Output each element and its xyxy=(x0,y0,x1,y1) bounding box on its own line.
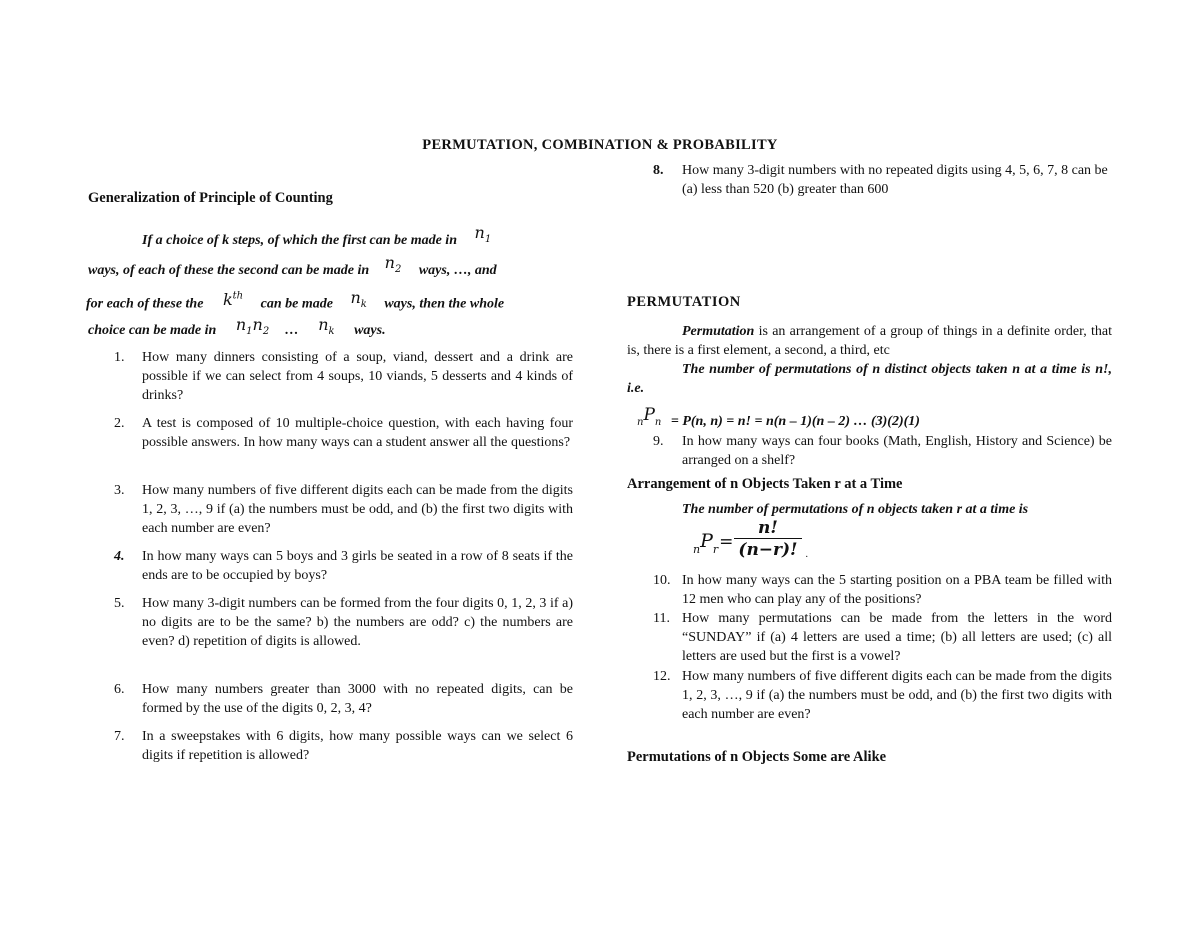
list-item xyxy=(653,667,1112,724)
math-pre-n: n xyxy=(693,542,701,556)
rule-line-3 xyxy=(86,289,504,320)
math-post-n: n xyxy=(654,417,662,428)
math-n1n2: $n_1n_2$ xyxy=(235,315,270,338)
math-ellipsis: … xyxy=(284,323,299,338)
math-nk: $n_k$ xyxy=(350,288,367,311)
item-text: In how many ways can four books (Math, English, History and Science) be arranged on a shelf? xyxy=(682,434,1112,468)
math-fraction xyxy=(734,518,801,561)
rule-text-4a: choice can be made in xyxy=(88,323,217,338)
permutation-rule: The number of permutations of n distinct objects taken n at a time is n!, i.e. xyxy=(627,362,1112,396)
item-text: How many numbers of five different digits each can be made from the digits 1, 2, 3, …, 9 if (a) the numbers must be odd, and (b) the first two digits with each number are even? xyxy=(142,483,573,536)
permutation-formula xyxy=(637,405,920,433)
list-item xyxy=(114,594,573,651)
math-period: . xyxy=(805,548,809,560)
list-item xyxy=(114,547,573,585)
rule-text-3b: can be made xyxy=(260,296,333,312)
math-sub-r: r xyxy=(712,542,719,556)
rule-line-1 xyxy=(142,223,492,256)
math-equals: = xyxy=(719,531,734,552)
definition-text: is an arrangement of a group of things in a definite order, that is, there is a first element, a second, a third, etc xyxy=(627,324,1112,358)
list-item xyxy=(653,571,1112,609)
item-number: 1. xyxy=(114,350,125,365)
item-number: 6. xyxy=(114,682,125,697)
math-nk-2: $n_k$ xyxy=(318,315,335,338)
item-number: 3. xyxy=(114,483,125,498)
section-heading-arrangement: Arrangement of n Objects Taken r at a Time xyxy=(627,476,903,492)
list-item xyxy=(114,414,573,452)
item-text: How many permutations can be made from the letters in the word “SUNDAY” if (a) 4 letters are used a time; (b) all letters are used; (c) all letters are used but the first is a vowel? xyxy=(682,611,1112,664)
item-number: 5. xyxy=(114,596,125,611)
item-number: 4. xyxy=(114,549,125,564)
item-text: In how many ways can the 5 starting position on a PBA team be filled with 12 men who can play any of the positions? xyxy=(682,573,1112,607)
item-number: 12. xyxy=(653,669,671,684)
item-text: How many dinners consisting of a soup, viand, dessert and a drink are possible if we can select from 4 soups, 10 viands, 5 desserts and 4 kinds of drinks? xyxy=(142,350,573,403)
item-text: How many numbers of five different digits each can be made from the digits 1, 2, 3, …, 9 if (a) the numbers must be odd, and (b) the first two digits with each number are even? xyxy=(682,669,1112,722)
item-number: 8. xyxy=(653,163,664,178)
rule-text-4b: ways. xyxy=(354,323,386,338)
item-number: 7. xyxy=(114,729,125,744)
arrangement-formula xyxy=(693,518,808,561)
fraction-denominator: (n−r)! xyxy=(738,540,798,560)
section-heading-permutation: PERMUTATION xyxy=(627,294,741,310)
item-text: A test is composed of 10 multiple-choice question, with each having four possible answers. In how many ways can a student answer all the questions? xyxy=(142,416,573,450)
item-number: 11. xyxy=(653,611,670,626)
item-number: 10. xyxy=(653,573,671,588)
definition-term: Permutation xyxy=(682,324,755,339)
page-title: PERMUTATION, COMBINATION & PROBABILITY xyxy=(422,137,778,153)
math-P: P xyxy=(643,405,655,425)
item-number: 9. xyxy=(653,434,664,449)
permutation-definition xyxy=(627,322,1112,360)
arrangement-rule: The number of permutations of n objects taken r at a time is xyxy=(682,502,1029,517)
list-item xyxy=(114,481,573,538)
list-item xyxy=(653,161,1112,199)
rule-text-3c: ways, then the whole xyxy=(384,296,505,312)
math-n2: $n_2$ xyxy=(384,253,402,276)
list-item xyxy=(114,727,573,765)
math-P: P xyxy=(700,529,713,552)
math-pre-n: n xyxy=(637,417,644,428)
item-text: In how many ways can 5 boys and 3 girls be seated in a row of 8 seats if the ends are to be occupied by boys? xyxy=(142,549,573,583)
list-item xyxy=(653,432,1112,470)
item-number: 2. xyxy=(114,416,125,431)
rule-line-2 xyxy=(88,253,497,286)
item-text: How many 3-digit numbers with no repeated digits using 4, 5, 6, 7, 8 can be (a) less than 520 (b) greater than 600 xyxy=(682,163,1108,197)
math-k-th: $k^{th}$ xyxy=(222,290,244,310)
rule-text-2b: ways, …, and xyxy=(418,263,497,278)
section-heading-counting: Generalization of Principle of Counting xyxy=(88,190,333,206)
section-heading-alike: Permutations of n Objects Some are Alike xyxy=(627,749,887,765)
rule-text-2a: ways, of each of these the second can be made in xyxy=(88,263,370,278)
item-text: How many 3-digit numbers can be formed from the four digits 0, 1, 2, 3 if a) no digits are to be the same? b) the numbers are odd? c) the numbers are even? d) repetition of digits is allowed. xyxy=(142,596,573,649)
rule-text-3a: for each of these the xyxy=(86,296,204,312)
list-item xyxy=(114,680,573,718)
math-n1: $n_1$ xyxy=(474,223,492,246)
fraction-numerator: n! xyxy=(734,518,801,539)
list-item xyxy=(653,609,1112,666)
formula-text: = P(n, n) = n! = n(n – 1)(n – 2) … (3)(2)(1) xyxy=(670,414,920,429)
rule-line-4 xyxy=(88,315,386,346)
item-text: How many numbers greater than 3000 with no repeated digits, can be formed by the use of the digits 0, 2, 3, 4? xyxy=(142,682,573,716)
item-text: In a sweepstakes with 6 digits, how many possible ways can we select 6 digits if repetition is allowed? xyxy=(142,729,573,763)
list-item xyxy=(114,348,573,405)
rule-text-1: If a choice of k steps, of which the first can be made in xyxy=(142,233,457,248)
